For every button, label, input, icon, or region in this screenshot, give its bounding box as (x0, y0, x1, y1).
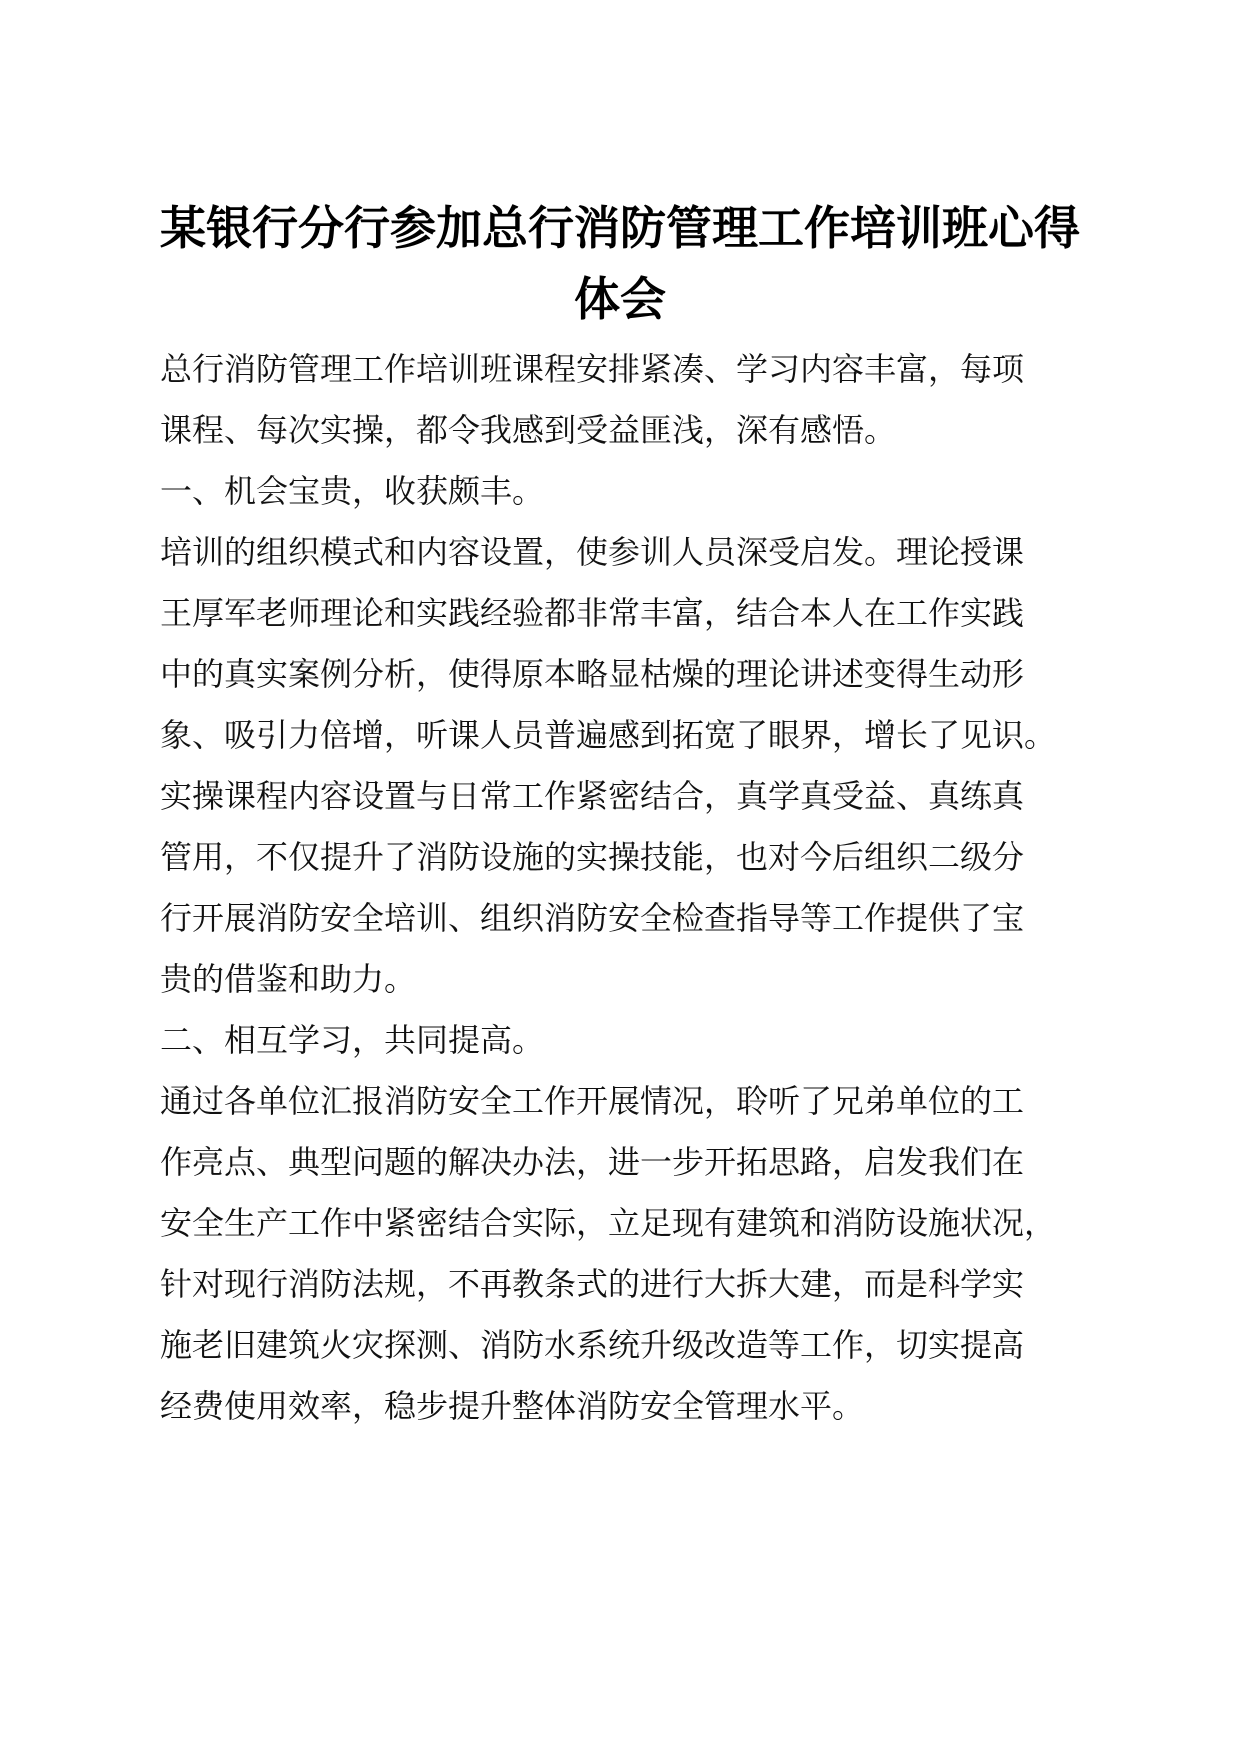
paragraph-line: 安全生产工作中紧密结合实际，立足现有建筑和消防设施状况， (160, 1204, 1057, 1242)
paragraph-line: 针对现行消防法规，不再教条式的进行大拆大建，而是科学实 (160, 1265, 1025, 1303)
paragraph-line: 培训的组织模式和内容设置，使参训人员深受启发。理论授课 (160, 533, 1025, 571)
paragraph-line: 王厚军老师理论和实践经验都非常丰富，结合本人在工作实践 (160, 594, 1025, 632)
paragraph-line: 象、吸引力倍增，听课人员普遍感到拓宽了眼界，增长了见识。 (160, 716, 1057, 754)
paragraph-line: 施老旧建筑火灾探测、消防水系统升级改造等工作，切实提高 (160, 1326, 1025, 1364)
paragraph-line: 贵的借鉴和助力。 (160, 960, 417, 998)
paragraph-line: 总行消防管理工作培训班课程安排紧凑、学习内容丰富，每项 (160, 350, 1025, 388)
paragraph-line: 课程、每次实操，都令我感到受益匪浅，深有感悟。 (160, 411, 897, 449)
paragraph-line: 管用，不仅提升了消防设施的实操技能，也对今后组织二级分 (160, 838, 1025, 876)
paragraph-line: 行开展消防安全培训、组织消防安全检查指导等工作提供了宝 (160, 899, 1025, 937)
section-heading: 二、相互学习，共同提高。 (160, 1021, 545, 1059)
paragraph-line: 经费使用效率，稳步提升整体消防安全管理水平。 (160, 1387, 865, 1425)
section-heading: 一、机会宝贵，收获颇丰。 (160, 472, 545, 510)
paragraph-line: 中的真实案例分析，使得原本略显枯燥的理论讲述变得生动形 (160, 655, 1025, 693)
paragraph-line: 实操课程内容设置与日常工作紧密结合，真学真受益、真练真 (160, 777, 1025, 815)
paragraph-line: 作亮点、典型问题的解决办法，进一步开拓思路，启发我们在 (160, 1143, 1025, 1181)
document-title-line-1: 某银行分行参加总行消防管理工作培训班心得 (160, 201, 1080, 255)
document-title-line-2: 体会 (574, 272, 666, 326)
paragraph-line: 通过各单位汇报消防安全工作开展情况，聆听了兄弟单位的工 (160, 1082, 1025, 1120)
